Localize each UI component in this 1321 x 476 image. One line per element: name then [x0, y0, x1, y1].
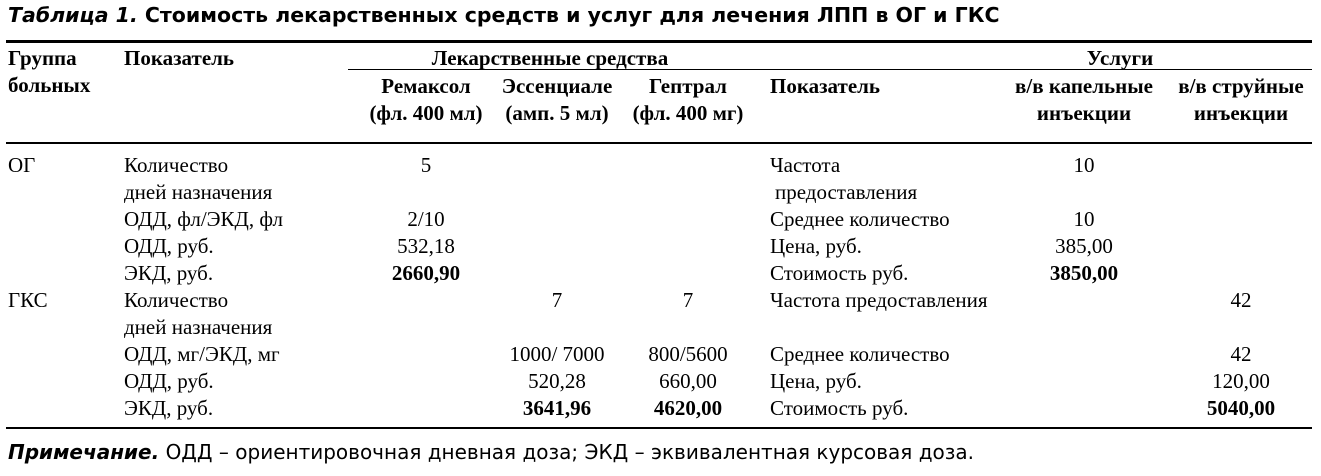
og-frequency-label-b: предоставления — [775, 180, 918, 204]
gks-odd-rub-essentiale: 520,28 — [528, 369, 586, 393]
gks-price-label: Цена, руб. — [770, 369, 862, 393]
header-group-line2: больных — [8, 73, 91, 97]
gks-odd-rub-heptral: 660,00 — [659, 369, 717, 393]
gks-days-label-b: дней назначения — [124, 315, 273, 339]
gks-ekd-rub-label: ЭКД, руб. — [124, 396, 214, 420]
header-remaxol-line2: (фл. 400 мл) — [369, 101, 483, 125]
og-price-drip: 385,00 — [1055, 234, 1113, 258]
gks-dose-label: ОДД, мг/ЭКД, мг — [124, 342, 280, 366]
header-indicator-services: Показатель — [770, 74, 881, 98]
gks-ekd-rub-essentiale: 3641,96 — [522, 396, 592, 420]
og-odd-rub-label: ОДД, руб. — [124, 234, 214, 258]
og-frequency-label-a: Частота — [770, 153, 841, 177]
gks-price-jet: 120,00 — [1212, 369, 1270, 393]
og-price-label: Цена, руб. — [770, 234, 862, 258]
og-ekd-rub-label: ЭКД, руб. — [124, 261, 214, 285]
table-note — [8, 440, 1308, 464]
header-jet-line2: инъекции — [1193, 101, 1289, 125]
header-indicator: Показатель — [124, 46, 235, 70]
header-heptral-line2: (фл. 400 мг) — [632, 101, 744, 125]
gks-frequency-jet: 42 — [1230, 288, 1252, 312]
header-essentiale-line2: (амп. 5 мл) — [505, 101, 609, 125]
header-essentiale-line1: Эссенциале — [501, 74, 613, 98]
group-og: ОГ — [8, 153, 36, 177]
gks-dose-heptral: 800/5600 — [648, 342, 728, 366]
og-frequency-drip: 10 — [1073, 153, 1095, 177]
og-days-label-a: Количество — [124, 153, 229, 177]
header-drugs: Лекарственные средства — [431, 46, 669, 70]
og-ekd-rub-remaxol: 2660,90 — [391, 261, 461, 285]
gks-avg-qty-jet: 42 — [1230, 342, 1252, 366]
gks-avg-qty-label: Среднее количество — [770, 342, 950, 366]
header-heptral-line1: Гептрал — [649, 74, 727, 98]
gks-dose-essentiale: 1000/ 7000 — [509, 342, 605, 366]
og-dose-label: ОДД, фл/ЭКД, фл — [124, 207, 283, 231]
header-drip-line1: в/в капельные — [1015, 74, 1153, 98]
gks-cost-label: Стоимость руб. — [770, 396, 909, 420]
header-services: Услуги — [1086, 46, 1154, 70]
note-text: ОДД – ориентировочная дневная доза; ЭКД – эквивалентная курсовая доза. — [165, 440, 974, 464]
gks-days-label-a: Количество — [124, 288, 229, 312]
gks-cost-jet: 5040,00 — [1206, 396, 1276, 420]
og-dose-remaxol: 2/10 — [407, 207, 445, 231]
gks-odd-rub-label: ОДД, руб. — [124, 369, 214, 393]
gks-days-heptral: 7 — [682, 288, 694, 312]
header-group-line1: Группа — [8, 46, 77, 70]
og-avg-qty-drip: 10 — [1073, 207, 1095, 231]
og-avg-qty-label: Среднее количество — [770, 207, 950, 231]
og-cost-label: Стоимость руб. — [770, 261, 909, 285]
og-cost-drip: 3850,00 — [1049, 261, 1119, 285]
note-label: Примечание. — [8, 440, 160, 464]
header-drip-line2: инъекции — [1036, 101, 1132, 125]
group-gks: ГКС — [8, 288, 48, 312]
gks-frequency-label: Частота предоставления — [770, 288, 988, 312]
header-remaxol-line1: Ремаксол — [381, 74, 471, 98]
og-days-label-b: дней назначения — [124, 180, 273, 204]
og-odd-rub-remaxol: 532,18 — [397, 234, 455, 258]
table-number: Таблица 1. — [8, 3, 138, 27]
table-caption: Стоимость лекарственных средств и услуг для лечения ЛПП в ОГ и ГКС — [144, 3, 1000, 27]
header-jet-line1: в/в струйные — [1178, 74, 1304, 98]
gks-ekd-rub-heptral: 4620,00 — [653, 396, 723, 420]
gks-days-essentiale: 7 — [551, 288, 563, 312]
og-days-remaxol: 5 — [420, 153, 432, 177]
